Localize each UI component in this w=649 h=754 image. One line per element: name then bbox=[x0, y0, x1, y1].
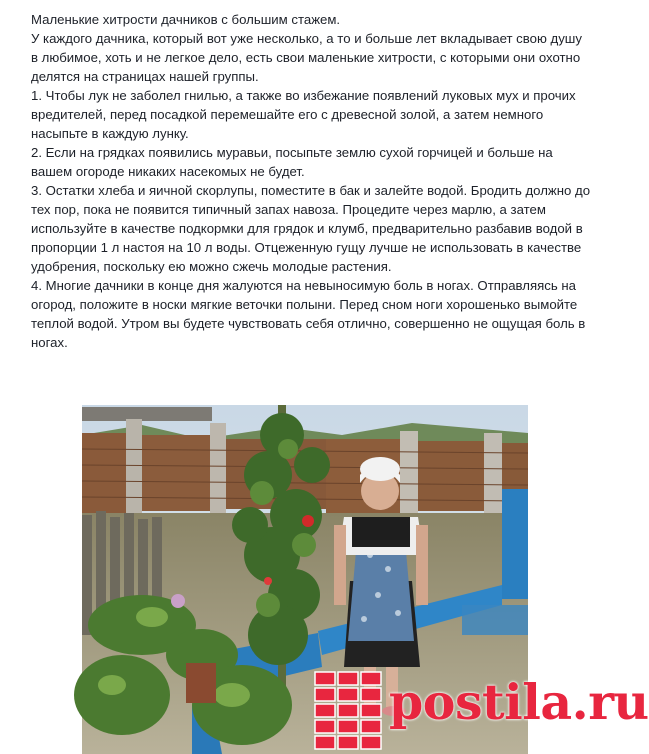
tip-1: 1. Чтобы лук не заболел гнилью, а также во избежание появлений луковых мух и прочих вредителей, перед посадкой перемешайте его с древесной золой, а затем немного насыпьте в каждую лунку. bbox=[31, 88, 576, 141]
post-text bbox=[31, 10, 591, 352]
postila-logo-icon bbox=[305, 668, 391, 754]
tip-4: 4. Многие дачники в конце дня жалуются на невыносимую боль в ногах. Отправляясь на огород, положите в носки мягкие веточки полыни. Перед сном ноги хорошенько вымойте теплой водой. Утром вы будете чувствовать себя отлично, совершенно не ощущая боль в ногах. bbox=[31, 278, 586, 350]
post-intro: У каждого дачника, который вот уже несколько, а то и больше лет вкладывает свою душу в любимое, хоть и не легкое дело, есть свои маленькие хитрости, с которыми они охотно делятся на страницах нашей группы. bbox=[31, 31, 582, 84]
postila-watermark bbox=[305, 668, 649, 754]
tip-3: 3. Остатки хлеба и яичной скорлупы, поместите в бак и залейте водой. Бродить должно до тех пор, пока не появится типичный запах навоза. Процедите через марлю, а затем используйте в качестве подкормки для грядок и клумб, предварительно разбавив водой в пропорции 1 л настоя на 10 л воды. Отцеженную гущу лучше не использовать в качестве удобрения, поскольку ею можно сжечь молодые растения. bbox=[31, 183, 591, 274]
post-headline: Маленькие хитрости дачников с большим стажем. bbox=[31, 12, 341, 27]
tip-2: 2. Если на грядках появились муравьи, посыпьте землю сухой горчицей и больше на вашем огороде никаких насекомых не будет. bbox=[31, 145, 553, 179]
postila-watermark-text: postila.ru bbox=[389, 673, 649, 731]
